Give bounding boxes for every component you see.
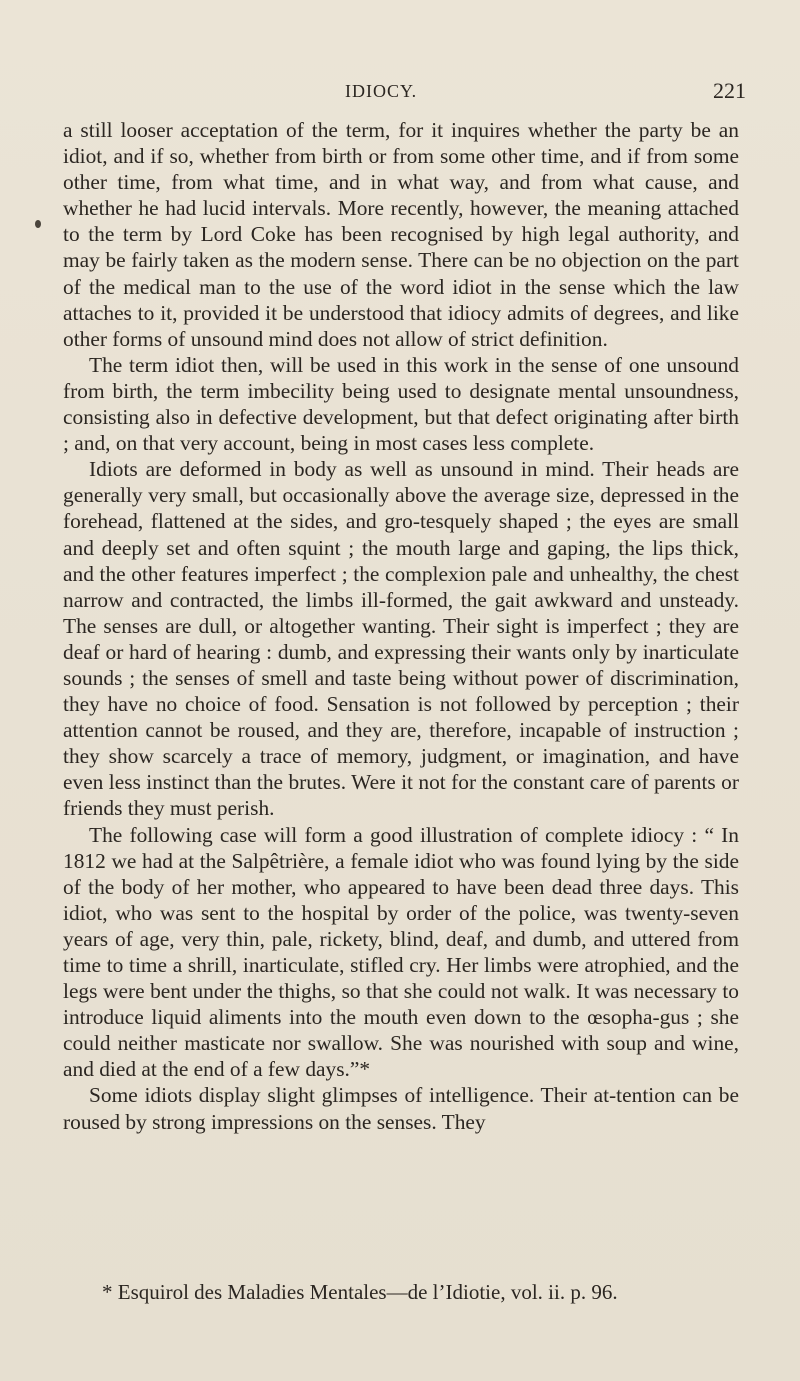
page-number: 221 <box>713 78 746 103</box>
paragraph-intelligence-glimpses: Some idiots display slight glimpses of intelligence. Their at-tention can be roused by strong impressions on the senses. They <box>63 1083 739 1134</box>
body-text <box>63 117 739 1135</box>
margin-mark <box>35 220 41 228</box>
paragraph-case-illustration: The following case will form a good illustration of complete idiocy : “ In 1812 we had at the Salpêtrière, a female idiot who was found lying by the side of the body of her mother, who appeared to have been dead three days. This idiot, who was sent to the hospital by order of the police, was twenty-seven years of age, very thin, pale, rickety, blind, deaf, and dumb, and uttered from time to time a shrill, inarticulate, stifled cry. Her limbs were atrophied, and the legs were bent under the thighs, so that she could not walk. It was necessary to introduce liquid aliments into the mouth even down to the œsopha-gus ; she could neither masticate nor swallow. She was nourished with soup and wine, and died at the end of a few days.”* <box>63 822 739 1082</box>
footnote: * Esquirol des Maladies Mentales—de l’Idiotie, vol. ii. p. 96. <box>102 1280 618 1304</box>
running-head: IDIOCY. <box>345 81 418 101</box>
paragraph-idiot-description: Idiots are deformed in body as well as unsound in mind. Their heads are generally very small, but occasionally above the average size, depressed in the forehead, flattened at the sides, and gro-tesquely shaped ; the eyes are small and deeply set and often squint ; the mouth large and gaping, the lips thick, and the other features imperfect ; the complexion pale and unhealthy, the chest narrow and contracted, the limbs ill-formed, the gait awkward and unsteady. The senses are dull, or altogether wanting. Their sight is imperfect ; they are deaf or hard of hearing : dumb, and expressing their wants only by inarticulate sounds ; the senses of smell and taste being without power of discrimination, they have no choice of food. Sensation is not followed by perception ; their attention cannot be roused, and they are, therefore, incapable of instruction ; they show scarcely a trace of memory, judgment, or imagination, and have even less instinct than the brutes. Were it not for the constant care of parents or friends they must perish. <box>63 457 739 821</box>
page-header <box>0 78 800 111</box>
paragraph-idiot-definition: The term idiot then, will be used in this work in the sense of one unsound from birth, the term imbecility being used to designate mental unsoundness, consisting also in defective development, but that defect originating after birth ; and, on that very account, being in most cases less complete. <box>63 352 739 456</box>
paragraph-continuation: a still looser acceptation of the term, for it inquires whether the party be an idiot, and if so, whether from birth or from some other time, and if from some other time, from what time, and in what way, and from what cause, and whether he had lucid intervals. More recently, however, the meaning attached to the term by Lord Coke has been recognised by high legal authority, and may be fairly taken as the modern sense. There can be no objection on the part of the medical man to the use of the word idiot in the sense which the law attaches to it, provided it be understood that idiocy admits of degrees, and like other forms of unsound mind does not allow of strict definition. <box>63 118 739 351</box>
